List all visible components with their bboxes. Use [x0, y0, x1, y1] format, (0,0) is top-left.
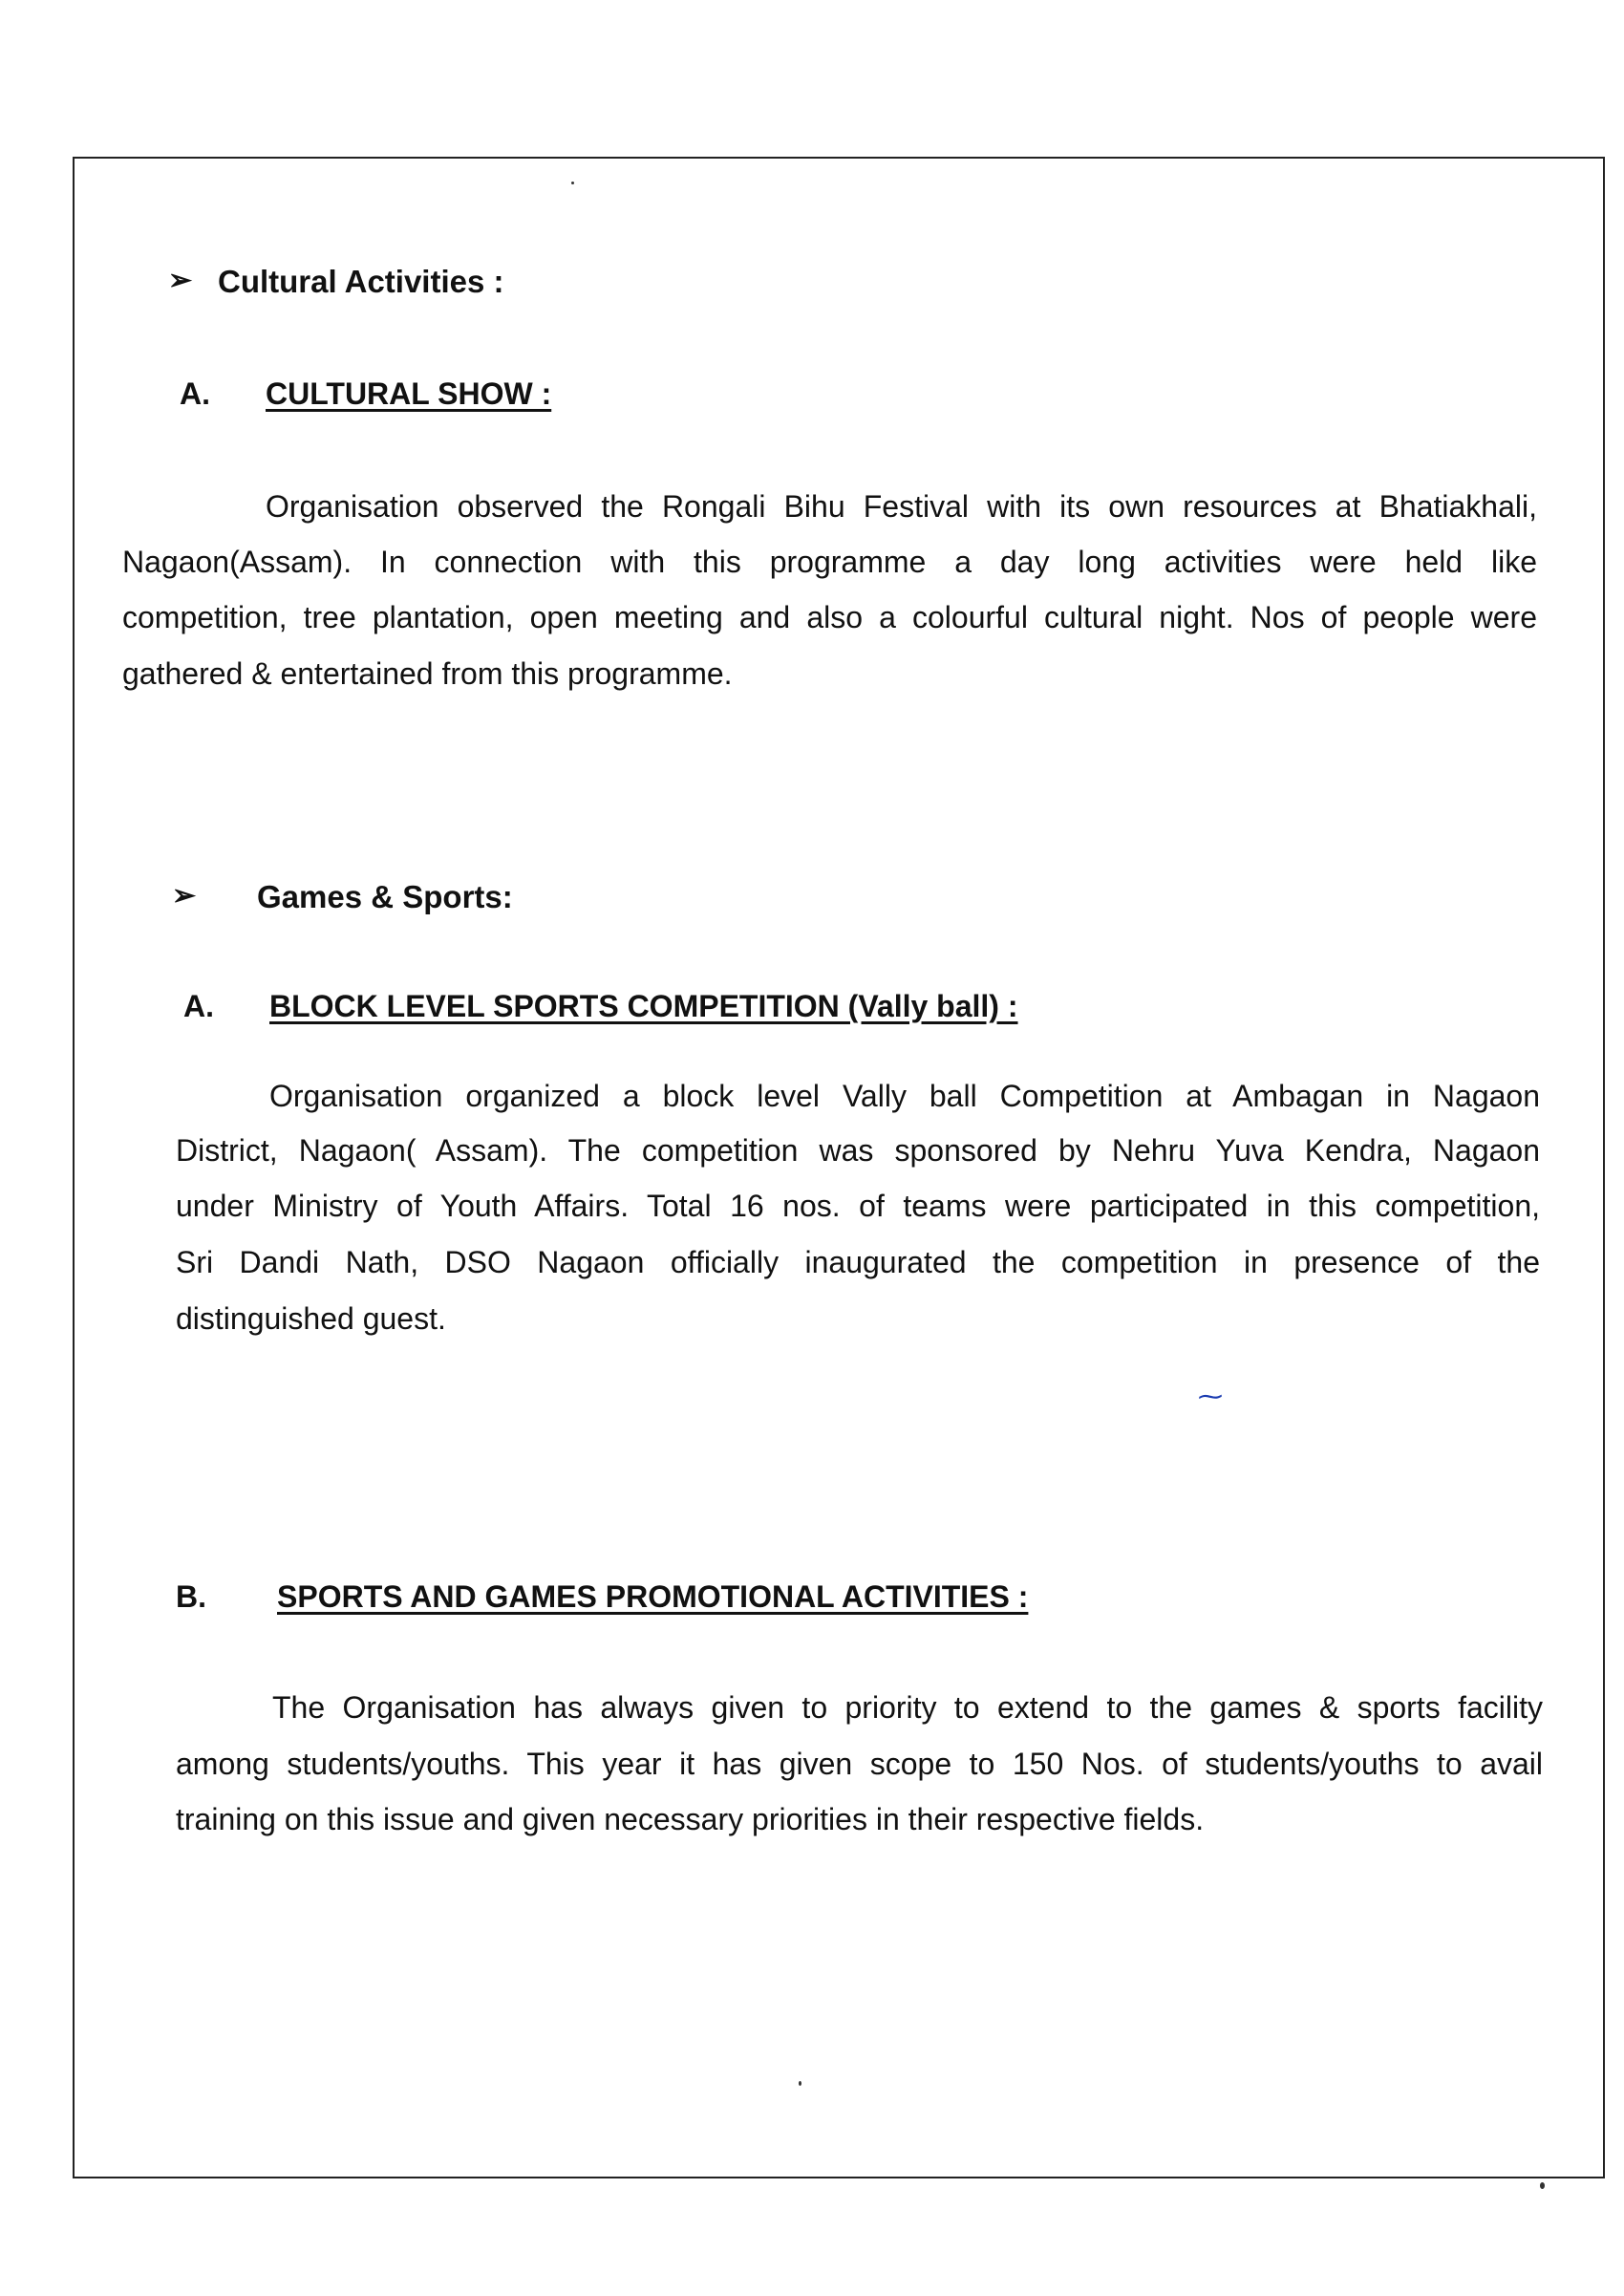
paragraph-line: Nagaon(Assam). In connection with this programme a day long activities were held like: [122, 545, 1537, 579]
paragraph-line: The Organisation has always given to priority to extend to the games & sports facility: [272, 1690, 1543, 1725]
subsection-letter: A.: [180, 376, 210, 411]
section-heading-cultural: Cultural Activities :: [218, 264, 504, 299]
subsection-title-promotional: SPORTS AND GAMES PROMOTIONAL ACTIVITIES :: [277, 1579, 1029, 1614]
subsection-letter: A.: [183, 989, 214, 1023]
paragraph-line: among students/youths. This year it has given scope to 150 Nos. of students/youths to avail: [176, 1747, 1543, 1781]
paragraph-line: gathered & entertained from this programme.: [122, 656, 733, 691]
scan-speck: [799, 2081, 801, 2086]
subsection-letter: B.: [176, 1579, 206, 1614]
arrow-bullet-icon: ➢: [172, 880, 197, 912]
paragraph-line: training on this issue and given necessary priorities in their respective fields.: [176, 1802, 1205, 1836]
paragraph-line: District, Nagaon( Assam). The competition was sponsored by Nehru Yuva Kendra, Nagaon: [176, 1133, 1540, 1168]
pen-mark: ⁓: [1198, 1382, 1223, 1410]
paragraph-line: Organisation organized a block level Vally ball Competition at Ambagan in Nagaon: [269, 1079, 1540, 1113]
paragraph-line: under Ministry of Youth Affairs. Total 16 nos. of teams were participated in this competition,: [176, 1189, 1540, 1223]
paragraph-line: Sri Dandi Nath, DSO Nagaon officially inaugurated the competition in presence of the: [176, 1245, 1540, 1279]
scan-speck: [1540, 2182, 1545, 2189]
section-heading-games-sports: Games & Sports:: [257, 879, 513, 914]
paragraph-line: competition, tree plantation, open meeting and also a colourful cultural night. Nos of people were: [122, 600, 1537, 634]
paragraph-line: distinguished guest.: [176, 1301, 446, 1336]
subsection-title-block-level: BLOCK LEVEL SPORTS COMPETITION (Vally ball) :: [269, 989, 1018, 1023]
paragraph-line: Organisation observed the Rongali Bihu Festival with its own resources at Bhatiakhali,: [266, 489, 1537, 524]
scan-speck: [571, 182, 574, 184]
subsection-title-cultural-show: CULTURAL SHOW :: [266, 376, 552, 411]
arrow-bullet-icon: ➢: [168, 265, 193, 296]
